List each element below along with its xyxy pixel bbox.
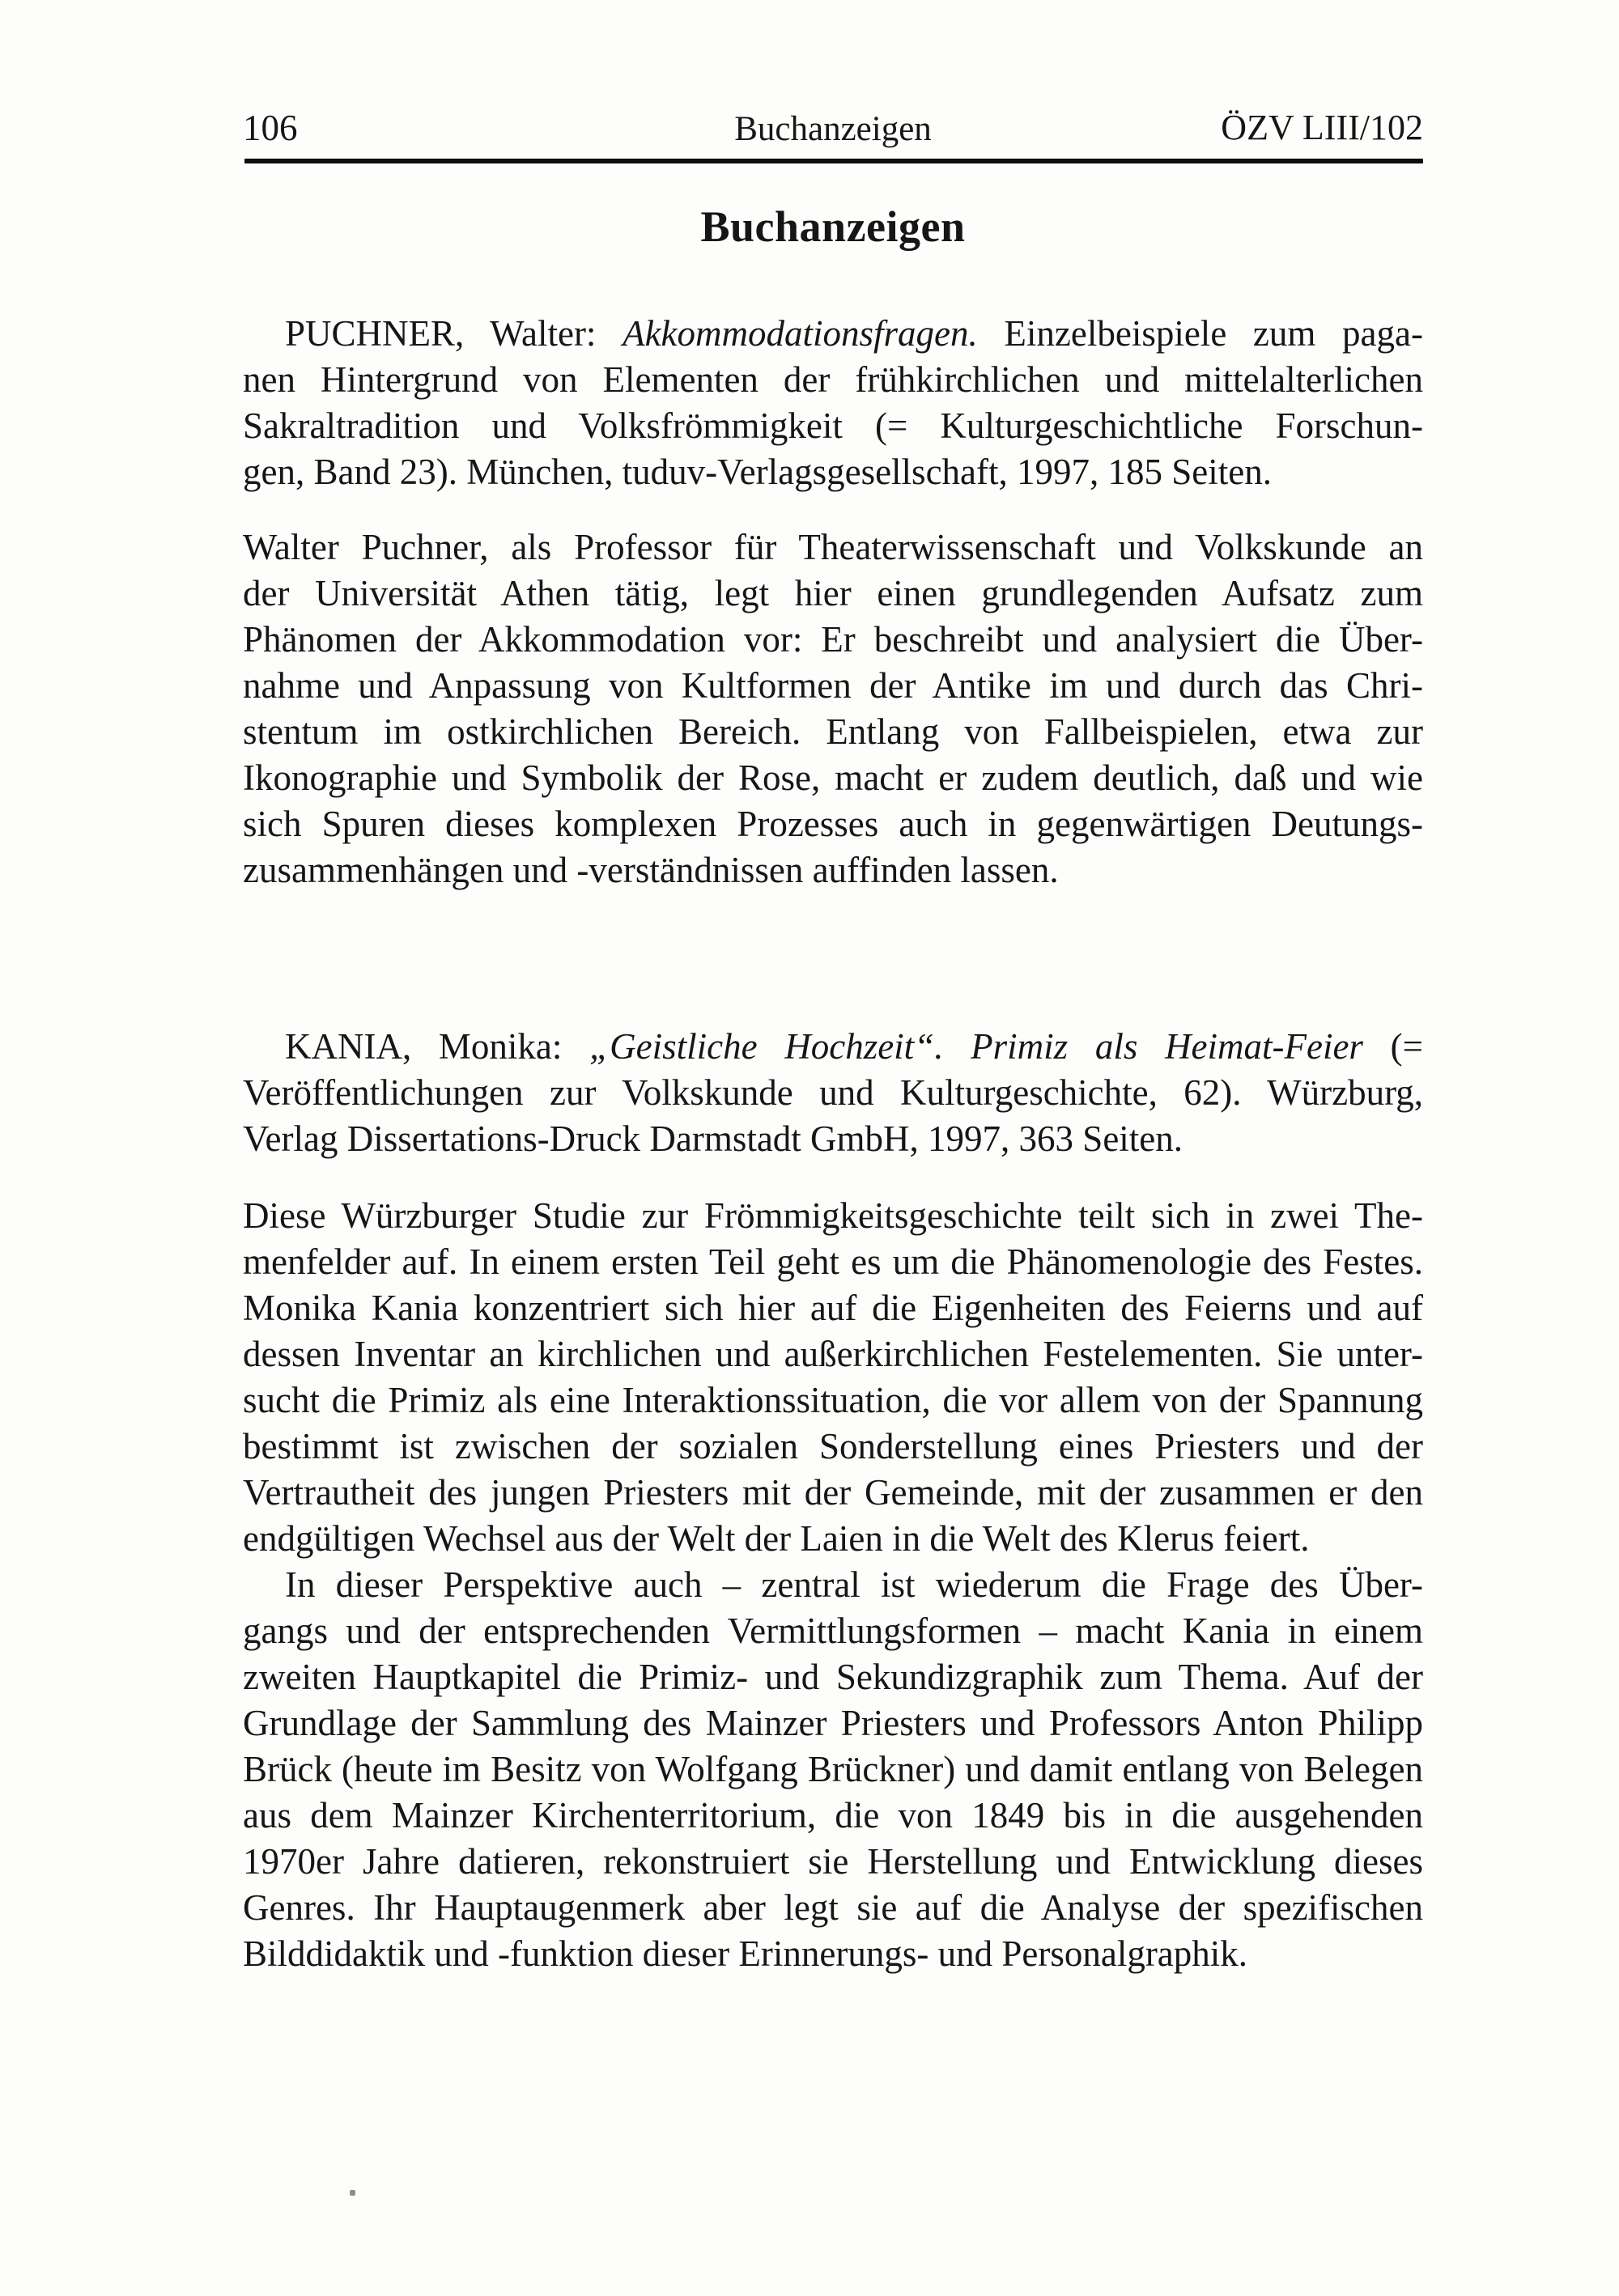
section-title: Buchanzeigen	[700, 202, 966, 251]
text-run: Brück (heute im Besitz von Wolfgang Brückner) und damit entlang von Belegen	[243, 1749, 1423, 1789]
text-line	[243, 311, 1423, 357]
text-run: aus dem Mainzer Kirchenterritorium, die von 1849 bis in die ausgehenden	[243, 1795, 1423, 1836]
text-run: gen, Band 23). München, tuduv-Verlagsgesellschaft, 1997, 185 Seiten.	[243, 452, 1272, 492]
text-run: Veröffentlichungen zur Volkskunde und Kulturgeschichte, 62). Würzburg,	[243, 1072, 1423, 1113]
text-run: Diese Würzburger Studie zur Frömmigkeitsgeschichte teilt sich in zwei The-	[243, 1195, 1423, 1236]
text-run: KANIA, Monika:	[285, 1026, 590, 1067]
italic-text-run: Akkommodationsfragen.	[623, 313, 978, 354]
text-run: 1970er Jahre datieren, rekonstruiert sie Herstellung und Entwicklung dieses	[243, 1841, 1423, 1882]
kania-review-1	[243, 1193, 1423, 1562]
text-line	[243, 1024, 1423, 1070]
text-run: bestimmt ist zwischen der sozialen Sonderstellung eines Priesters und der	[243, 1426, 1423, 1466]
text-run: zusammenhängen und -verständnissen auffinden lassen.	[243, 850, 1059, 890]
scan-speck-artifact	[350, 2190, 355, 2196]
text-line	[243, 1839, 1423, 1885]
text-run: Bilddidaktik und -funktion dieser Erinnerungs- und Personalgraphik.	[243, 1933, 1248, 1974]
text-run: sucht die Primiz als eine Interaktionssituation, die vor allem von der Spannung	[243, 1380, 1423, 1420]
header-rule	[244, 159, 1423, 163]
text-line	[243, 571, 1423, 617]
running-header	[243, 107, 1423, 149]
text-line	[243, 1746, 1423, 1793]
text-line	[243, 1470, 1423, 1516]
text-run: In dieser Perspektive auch – zentral ist wiederum die Frage des Über-	[285, 1564, 1423, 1605]
text-run: Grundlage der Sammlung des Mainzer Priesters und Professors Anton Philipp	[243, 1703, 1423, 1743]
text-run: zweiten Hauptkapitel die Primiz- und Sekundizgraphik zum Thema. Auf der	[243, 1657, 1423, 1697]
text-line	[243, 1285, 1423, 1331]
text-run: Verlag Dissertations-Druck Darmstadt GmbH, 1997, 363 Seiten.	[243, 1118, 1183, 1159]
text-line	[243, 1516, 1423, 1562]
text-line	[243, 801, 1423, 847]
text-line	[243, 847, 1423, 893]
text-run: endgültigen Wechsel aus der Welt der Laien in die Welt des Klerus feiert.	[243, 1518, 1310, 1559]
text-line	[243, 1070, 1423, 1116]
kania-review-2	[243, 1562, 1423, 1977]
text-line	[243, 663, 1423, 709]
text-line	[243, 1700, 1423, 1746]
text-line	[243, 1424, 1423, 1470]
text-run: dessen Inventar an kirchlichen und außerkirchlichen Festelementen. Sie unter-	[243, 1334, 1423, 1374]
text-run: PUCHNER, Walter:	[285, 313, 623, 354]
text-run: sich Spuren dieses komplexen Prozesses auch in gegenwärtigen Deutungs-	[243, 804, 1423, 844]
text-line	[243, 403, 1423, 449]
text-run: Walter Puchner, als Professor für Theaterwissenschaft und Volkskunde an	[243, 527, 1423, 567]
text-line	[243, 524, 1423, 571]
text-line	[243, 617, 1423, 663]
text-line	[243, 709, 1423, 755]
text-line	[243, 1885, 1423, 1931]
running-title: Buchanzeigen	[734, 110, 932, 148]
text-run: Monika Kania konzentriert sich hier auf die Eigenheiten des Feierns und auf	[243, 1288, 1423, 1328]
journal-reference: ÖZV LIII/102	[1221, 108, 1423, 147]
text-run: Sakraltradition und Volksfrömmigkeit (= Kulturgeschichtliche Forschun-	[243, 405, 1423, 446]
text-run: gangs und der entsprechenden Vermittlungsformen – macht Kania in einem	[243, 1611, 1423, 1651]
text-line	[243, 1331, 1423, 1377]
page-number: 106	[243, 108, 298, 148]
text-run: Vertrautheit des jungen Priesters mit der Gemeinde, mit der zusammen er den	[243, 1472, 1423, 1513]
text-line	[243, 1239, 1423, 1285]
puchner-review	[243, 524, 1423, 893]
text-run: Genres. Ihr Hauptaugenmerk aber legt sie auf die Analyse der spezifischen	[243, 1887, 1423, 1928]
text-column	[243, 311, 1423, 1977]
text-line	[243, 1377, 1423, 1424]
text-line	[243, 1608, 1423, 1654]
text-line	[243, 1654, 1423, 1700]
text-run: Einzelbeispiele zum paga-	[977, 313, 1423, 354]
text-line	[243, 357, 1423, 403]
text-run: Ikonographie und Symbolik der Rose, macht er zudem deutlich, daß und wie	[243, 758, 1423, 798]
text-run: nahme und Anpassung von Kultformen der Antike im und durch das Chri-	[243, 665, 1423, 706]
text-run: (=	[1362, 1026, 1423, 1067]
text-line	[243, 1931, 1423, 1977]
text-line	[243, 755, 1423, 801]
text-run: stentum im ostkirchlichen Bereich. Entlang von Fallbeispielen, etwa zur	[243, 711, 1423, 752]
text-run: menfelder auf. In einem ersten Teil geht es um die Phänomenologie des Festes.	[243, 1241, 1423, 1282]
kania-citation	[243, 1024, 1423, 1162]
text-line	[243, 449, 1423, 495]
text-run: der Universität Athen tätig, legt hier einen grundlegenden Aufsatz zum	[243, 573, 1423, 613]
text-run: nen Hintergrund von Elementen der frühkirchlichen und mittelalterlichen	[243, 359, 1423, 400]
text-line	[243, 1562, 1423, 1608]
text-line	[243, 1116, 1423, 1162]
text-line	[243, 1193, 1423, 1239]
text-run: Phänomen der Akkommodation vor: Er beschreibt und analysiert die Über-	[243, 619, 1423, 660]
italic-text-run: „Geistliche Hochzeit“. Primiz als Heimat-Feier	[589, 1026, 1363, 1067]
puchner-citation	[243, 311, 1423, 495]
text-line	[243, 1793, 1423, 1839]
